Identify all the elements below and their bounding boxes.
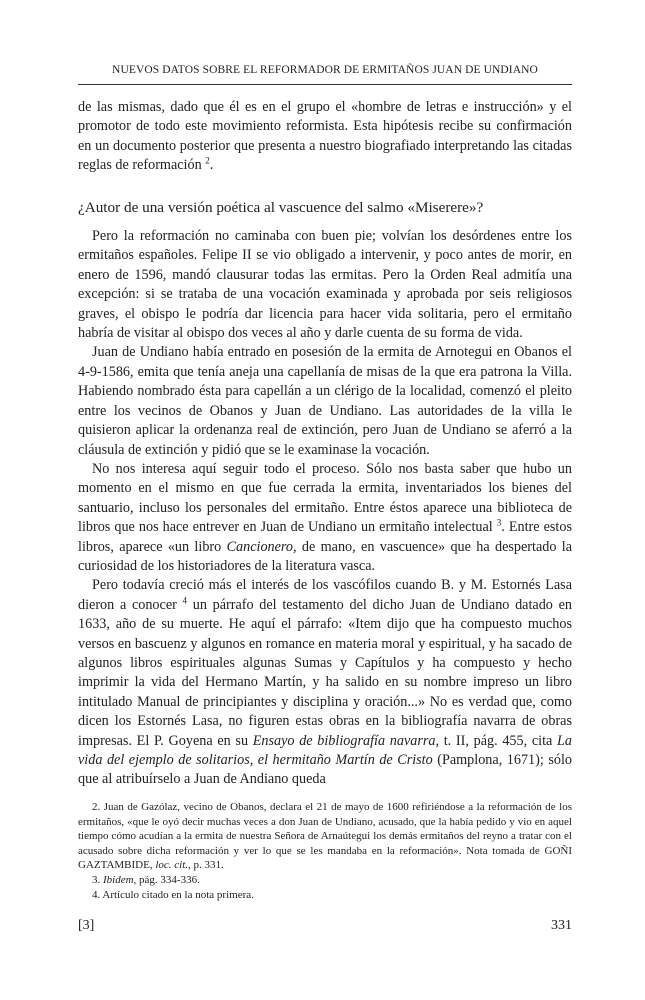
paragraph-text: . xyxy=(209,157,214,174)
italic-citation: loc. cit. xyxy=(155,859,189,872)
italic-title: La vida del ejemplo de solitarios, el hermitaño Martín de Cristo xyxy=(78,732,572,768)
paragraph-4 xyxy=(78,460,572,576)
italic-citation: Ibidem, xyxy=(103,873,137,886)
paragraph-5 xyxy=(78,576,572,789)
footnote-text: 3. xyxy=(92,873,103,886)
footnotes xyxy=(78,800,572,902)
paragraph-text: . Entre estos libros, aparece «un libro xyxy=(78,519,572,555)
paragraph-text: t. II, pág. 455, cita xyxy=(439,732,558,749)
page-marker: [3] xyxy=(78,918,95,933)
paragraph-3: Juan de Undiano había entrado en posesión de la ermita de Arnotegui en Obanos el 4-9-1586, emita que tenía aneja una capellanía de misas de la que era patrona la Villa. Habiendo nombrado ésta para capellán a un clérigo de la localidad, comenzó el pleito entre los vecinos de Obanos y Juan de Undiano. Las autoridades de la villa le quisieron aplicar la ordenanza real de extinción, pero Juan de Undiano se aferró a la cláusula de extinción y pidió que se le examinase la vocación. xyxy=(78,344,572,458)
paragraph-2: Pero la reformación no caminaba con buen pie; volvían los desórdenes entre los ermitaños españoles. Felipe II se vio obligado a intervenir, y poco antes de morir, en enero de 1596, mandó clausurar todas las ermitas. Pero la Orden Real admitía una excepción: si se trataba de una vocación examinada y aprobada por seis religiosos graves, el obispo le podría dar licencia para hacer vida solitaria, pero el ermitaño habría de visitar al obispo dos veces al año y darle cuenta de su forma de vida. xyxy=(78,228,572,342)
paragraph-text: de las mismas, dado que él es en el grupo el «hombre de letras e instrucción» y el promotor de todo este movimiento reformista. Esta hipótesis recibe su confirmación en un documento posterior que presenta a nuestro biografiado interpretando las citadas reglas de reformación xyxy=(78,99,572,174)
paragraph-text: No nos interesa aquí seguir todo el proceso. Sólo nos basta saber que hubo un momento en el mismo en que fue cerrada la ermita, inventariados los bienes del santuario, incluso los personales del ermitaño. Entre éstos aparece una biblioteca de libros que nos hace entrever en Juan de Undiano un ermitaño intelectual xyxy=(78,460,572,536)
footnote-4: 4. Artículo citado en la nota primera. xyxy=(92,888,254,901)
running-header: NUEVOS DATOS SOBRE EL REFORMADOR DE ERMITAÑOS JUAN DE UNDIANO xyxy=(112,64,538,76)
footnote-2 xyxy=(78,800,572,873)
italic-title: Cancionero, xyxy=(226,538,297,555)
header-rule xyxy=(78,84,572,85)
footnote-text: pág. 334-336. xyxy=(136,873,200,886)
page-number: 331 xyxy=(551,918,572,933)
footnote-3 xyxy=(78,873,572,888)
paragraph-text: Pero todavía creció más el interés de los vascófilos cuando B. y M. Estornés Lasa dieron a conocer xyxy=(78,577,572,613)
section-heading: ¿Autor de una versión poética al vascuence del salmo «Miserere»? xyxy=(78,198,484,216)
main-text xyxy=(78,98,572,790)
footnote-ref-2: 2 xyxy=(205,155,210,166)
paragraph-text: (Pamplona, 1671); sólo que al atribuírselo a Juan de Andiano queda xyxy=(78,752,572,788)
footnote-ref-4: 4 xyxy=(182,595,188,606)
footnote-ref-3: 3 xyxy=(496,517,502,528)
paragraph-text: de mano, en vascuence» que ha despertado la curiosidad de los historiadores de la literatura vasca. xyxy=(78,538,572,574)
italic-title: Ensayo de bibliografía navarra, xyxy=(252,732,440,749)
footnote-text: , p. 331. xyxy=(188,859,224,872)
paragraph-intro xyxy=(78,98,572,176)
footnote-text: 2. Juan de Gazólaz, vecino de Obanos, declara el 21 de mayo de 1600 refiriéndose a la reformación de los ermitaños, «que le oyó decir muchas veces a don Juan de Undiano, acusado, que la había pedido y vio en aquel tiempo cómo acudían a la ermita de nuestra Señora de Arnaútegui los demás ermitaños del reyno a tratar con el acusado sobre dicha reformación y ver lo que se les mandaba en la reformación». Nota tomada de GOÑI GAZTAMBIDE, xyxy=(78,801,572,872)
paragraph-text: un párrafo del testamento del dicho Juan de Undiano datado en 1633, año de su muerte. He aquí el párrafo: «Item dijo que ha compuesto muchos versos en bascuenz y algunos en romance en materia moral y espiritual, y ha sacado de algunos libros espirituales algunas Sumas y Capítulos y ha compuesto y hecho imprimir la vida del Hermano Martín, y ha salido en su nombre impreso un libro intitulado Manual de principiantes y disciplina y oración...» No es verdad que, como dicen los Estornés Lasa, no figuren estas obras en la bibliografía navarra de obras impresas. El P. Goyena en su xyxy=(78,596,572,749)
